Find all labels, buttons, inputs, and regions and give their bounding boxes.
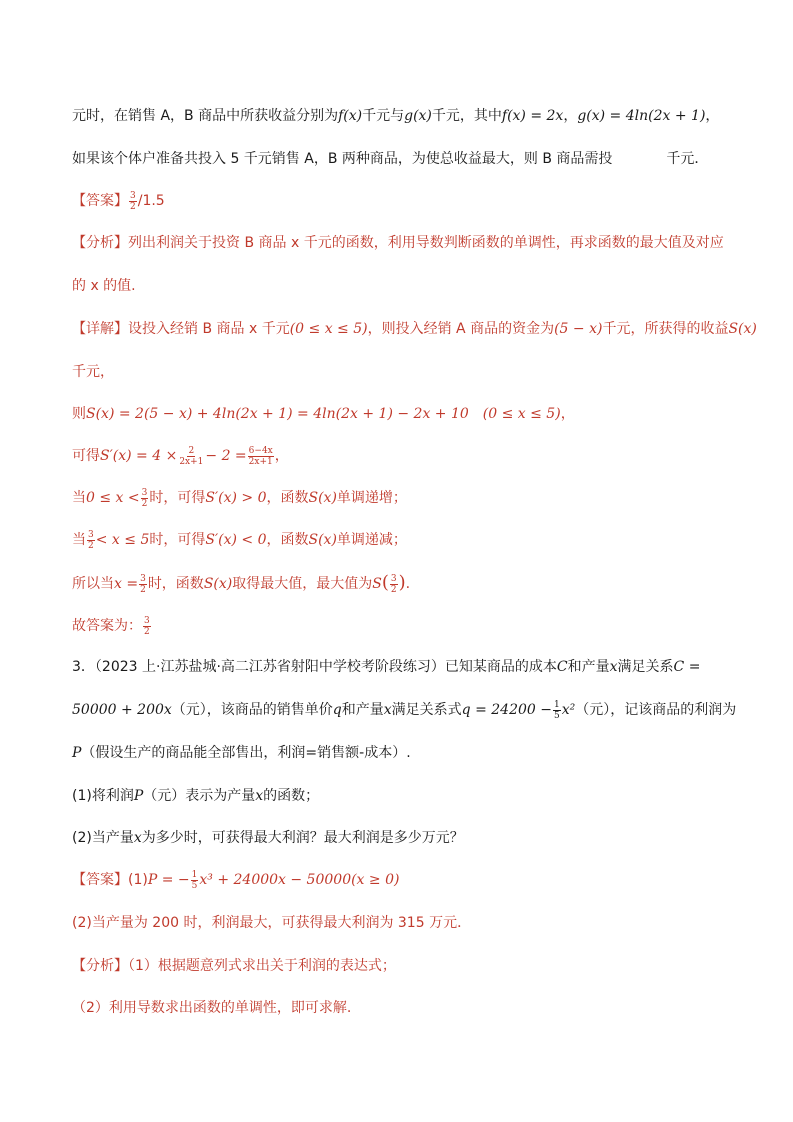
analysis-tag: 【分析】 bbox=[72, 235, 128, 251]
math-rest: x³ + 24000x − 50000(x ≥ 0) bbox=[199, 872, 400, 888]
denominator: 2 bbox=[130, 201, 136, 212]
numerator: 6−4x bbox=[248, 445, 273, 456]
denominator: 2 bbox=[140, 584, 146, 595]
answer-tag: 【答案】 bbox=[72, 193, 128, 209]
fraction bbox=[191, 870, 199, 891]
q3-part-2 bbox=[72, 827, 733, 849]
question-source: （2023 上·江苏盐城·高二江苏省射阳中学校考阶段练习）已知某商品的成本 bbox=[94, 659, 557, 675]
text: 的 x 的值. bbox=[72, 278, 136, 294]
math-x: x bbox=[133, 830, 142, 846]
math-S: S(x) bbox=[308, 490, 337, 506]
math-P: P bbox=[72, 745, 82, 761]
text: 如果该个体户准备共投入 5 千元销售 A，B 两种商品，为使总收益最大，则 B 商品需投 bbox=[72, 151, 613, 167]
text: 单调递增； bbox=[336, 490, 407, 506]
denominator: 2 bbox=[144, 626, 150, 637]
fraction bbox=[129, 191, 137, 212]
text: 千元， bbox=[72, 364, 114, 380]
q3-line-1 bbox=[72, 656, 733, 678]
math-eq2-mid: − 2 = bbox=[205, 448, 247, 464]
denominator: 5 bbox=[191, 880, 198, 891]
q3-answer-2 bbox=[72, 912, 733, 934]
text: 和产量 bbox=[567, 659, 610, 675]
text: 取得最大值，最大值为 bbox=[232, 576, 373, 592]
q3-line-2 bbox=[72, 699, 737, 721]
text: 的函数； bbox=[263, 788, 320, 804]
numerator: 3 bbox=[144, 615, 150, 626]
q2-eq2 bbox=[72, 445, 733, 467]
numerator: 1 bbox=[191, 869, 198, 880]
q2-analysis-2 bbox=[72, 275, 733, 297]
text: 满足关系式 bbox=[391, 702, 462, 718]
math-cond: 0 ≤ x < bbox=[86, 490, 140, 506]
numerator: 3 bbox=[390, 573, 397, 584]
q2-detail-2 bbox=[72, 361, 733, 383]
text: ， bbox=[560, 406, 575, 422]
text: ， bbox=[274, 448, 289, 464]
math-q: q bbox=[332, 702, 342, 718]
text: (2)当产量 bbox=[72, 830, 134, 846]
math-x: x bbox=[609, 659, 618, 675]
numerator: 3 bbox=[140, 573, 146, 584]
q3-analysis-1 bbox=[72, 955, 733, 977]
text: 和产量 bbox=[341, 702, 384, 718]
math-q-eq: q = 24200 − bbox=[461, 702, 552, 718]
text: ，函数 bbox=[266, 490, 309, 506]
numerator: 3 bbox=[141, 487, 148, 498]
text: ， bbox=[563, 108, 578, 124]
numerator: 1 bbox=[553, 699, 560, 710]
math-x: x = bbox=[114, 576, 139, 592]
math-x: x bbox=[383, 702, 392, 718]
text: 故答案为： bbox=[72, 618, 142, 634]
text: 所以当 bbox=[72, 576, 114, 592]
q3-answer-1 bbox=[72, 869, 733, 891]
math-fdef: f(x) = 2x bbox=[501, 108, 564, 124]
q3-analysis-2 bbox=[72, 997, 733, 1019]
denominator: 2 bbox=[390, 584, 397, 595]
q3-line-3 bbox=[72, 742, 733, 764]
math-S: S(x) bbox=[728, 321, 757, 337]
math-f: f(x) bbox=[338, 108, 363, 124]
math-fund: (5 − x) bbox=[554, 321, 603, 337]
text: 当 bbox=[72, 532, 86, 548]
q2-conclusion: 所以当x = $\frac{3}{2}$ 时，函数S(x)取得最大值，最大值为S( $\frac{3}{2}$ ). bbox=[72, 572, 411, 595]
math-x: x bbox=[255, 788, 264, 804]
text: (1)将利润 bbox=[72, 788, 134, 804]
fraction bbox=[141, 488, 149, 509]
text: 千元，所获得的收益 bbox=[602, 321, 729, 337]
detail-tag: 【详解】 bbox=[72, 321, 128, 337]
math-cond: < x ≤ 5 bbox=[95, 532, 150, 548]
math-P: P = − bbox=[147, 872, 190, 888]
math-eq1: S(x) = 2(5 − x) + 4ln(2x + 1) = 4ln(2x + 1) − 2x + 10 (0 ≤ x ≤ 5) bbox=[86, 406, 561, 422]
math-range: (0 ≤ x ≤ 5) bbox=[289, 321, 368, 337]
text: （1）根据题意列式求出关于利润的表达式； bbox=[128, 958, 396, 974]
numerator: 2 bbox=[188, 445, 195, 456]
fraction bbox=[87, 530, 95, 551]
text: （元），记该商品的利润为 bbox=[575, 702, 737, 718]
math-C: C bbox=[556, 659, 568, 675]
q2-detail bbox=[72, 318, 757, 340]
denominator: 2 bbox=[141, 498, 148, 509]
text: 为多少时，可获得最大利润？最大利润是多少万元？ bbox=[141, 830, 464, 846]
math-S-value: S bbox=[372, 576, 382, 592]
text: ，则投入经销 A 商品的资金为 bbox=[367, 321, 555, 337]
answer-tag: 【答案】 bbox=[72, 872, 128, 888]
text: ， bbox=[705, 108, 720, 124]
denominator: 2 bbox=[88, 540, 94, 551]
math-C-eq: C = bbox=[673, 659, 701, 675]
text: 时，可得 bbox=[149, 532, 206, 548]
text: . bbox=[405, 576, 411, 592]
math-ineq: S′(x) < 0 bbox=[205, 532, 267, 548]
q2-eq1 bbox=[72, 403, 733, 425]
text: （元），该商品的销售单价 bbox=[171, 702, 333, 718]
text: 元时，在销售 A，B 商品中所获收益分别为 bbox=[72, 108, 339, 124]
math-gdef: g(x) = 4ln(2x + 1) bbox=[577, 108, 706, 124]
fraction bbox=[178, 446, 204, 467]
fraction bbox=[390, 574, 398, 595]
text: （2）利用导数求出函数的单调性，即可求解. bbox=[72, 1000, 352, 1016]
answer-alt: /1.5 bbox=[137, 193, 165, 209]
q2-answer bbox=[72, 190, 733, 212]
text: 列出利润关于投资 B 商品 x 千元的函数，利用导数判断函数的单调性，再求函数的最大值及对应 bbox=[128, 235, 724, 251]
text: ，函数 bbox=[266, 532, 309, 548]
math-x2: x² bbox=[561, 702, 576, 718]
math-S: S(x) bbox=[308, 532, 337, 548]
math-S: S(x) bbox=[203, 576, 233, 592]
fraction bbox=[553, 700, 561, 721]
q2-increasing bbox=[72, 487, 733, 509]
denominator: 5 bbox=[553, 710, 560, 721]
text: （元）表示为产量 bbox=[143, 788, 256, 804]
math-g: g(x) bbox=[404, 108, 432, 124]
question-number: 3． bbox=[72, 659, 95, 675]
fraction bbox=[248, 446, 274, 467]
math-P: P bbox=[133, 788, 144, 804]
text: 当 bbox=[72, 490, 86, 506]
text: (2)当产量为 200 时，利润最大，可获得最大利润为 315 万元． bbox=[72, 915, 472, 931]
q2-final bbox=[72, 615, 733, 637]
q2-analysis bbox=[72, 232, 733, 254]
text: 千元与 bbox=[362, 108, 405, 124]
math-cost: 50000 + 200x bbox=[72, 702, 172, 718]
text: 千元，其中 bbox=[431, 108, 502, 124]
text: 可得 bbox=[72, 448, 100, 464]
text: （假设生产的商品能全部售出，利润=销售额-成本）. bbox=[81, 745, 411, 761]
text: 满足关系 bbox=[617, 659, 674, 675]
math-eq2-lhs: S′(x) = 4 × bbox=[100, 448, 178, 464]
fraction bbox=[139, 574, 147, 595]
text: 时，函数 bbox=[147, 576, 204, 592]
q3-part-1 bbox=[72, 785, 733, 807]
fraction bbox=[143, 616, 151, 637]
numerator: 3 bbox=[130, 190, 136, 201]
q2-decreasing bbox=[72, 529, 733, 551]
numerator: 3 bbox=[88, 529, 94, 540]
analysis-tag: 【分析】 bbox=[72, 958, 128, 974]
text: 时，可得 bbox=[149, 490, 206, 506]
text: 单调递减； bbox=[336, 532, 407, 548]
text: (1) bbox=[128, 872, 148, 888]
text: 千元． bbox=[666, 151, 709, 167]
text: 则 bbox=[72, 406, 86, 422]
q2-line-1 bbox=[72, 105, 733, 127]
text: 设投入经销 B 商品 x 千元 bbox=[128, 321, 290, 337]
q2-line-2 bbox=[72, 148, 733, 170]
math-ineq: S′(x) > 0 bbox=[205, 490, 267, 506]
denominator: 2x+1 bbox=[179, 456, 204, 467]
denominator: 2x+1 bbox=[248, 456, 273, 467]
